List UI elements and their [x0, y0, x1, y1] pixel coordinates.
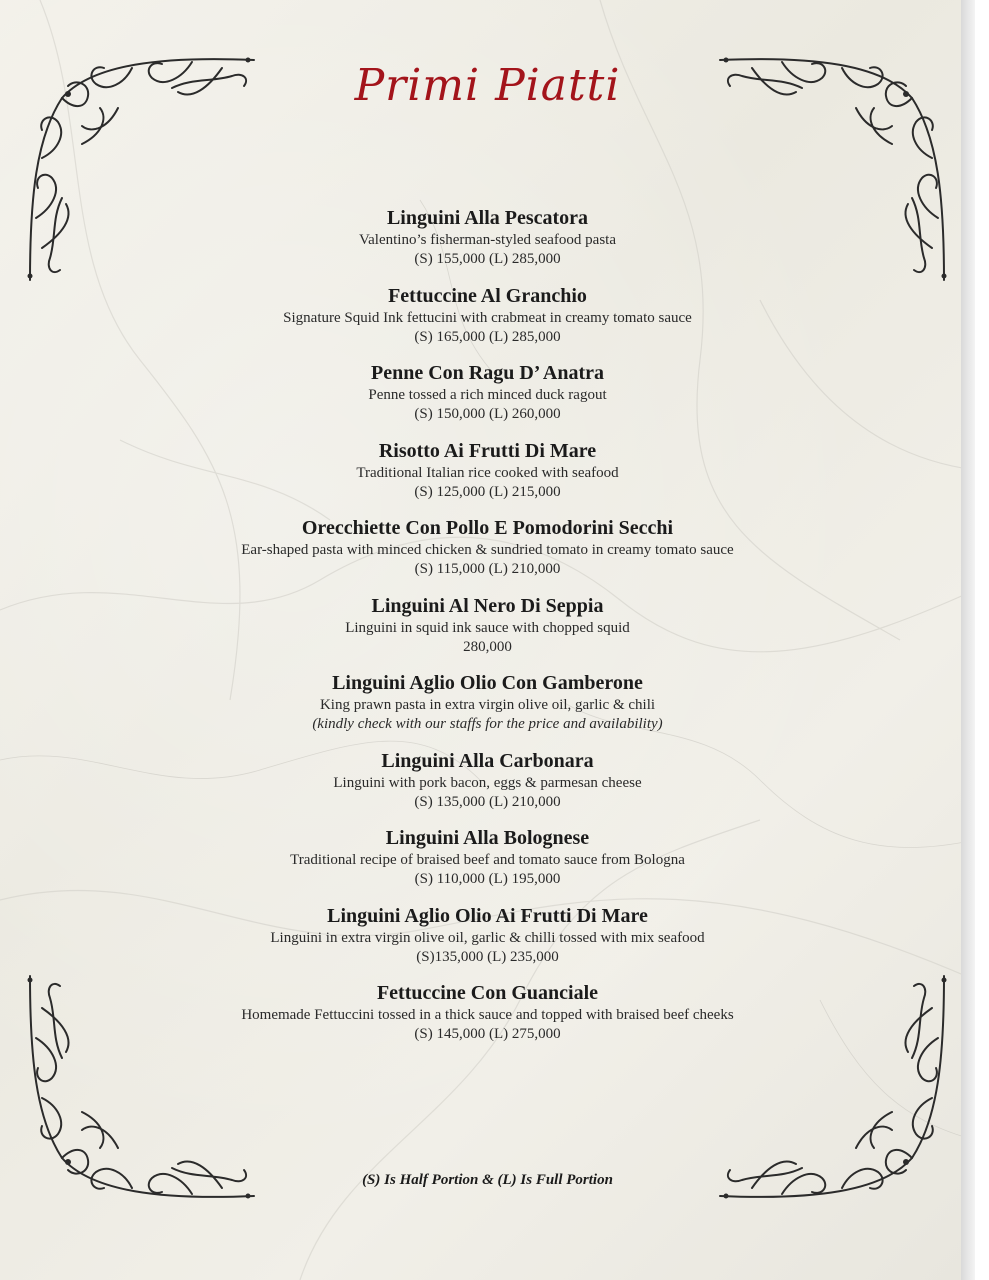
menu-item-description: Linguini in squid ink sauce with chopped squid: [345, 619, 630, 636]
menu-item-description: Traditional recipe of braised beef and tomato sauce from Bologna: [290, 852, 685, 868]
menu-item-name: Linguini Alla Carbonara: [381, 749, 594, 772]
menu-item-price: (S)135,000 (L) 235,000: [416, 948, 559, 965]
menu-item-description: Linguini with pork bacon, eggs & parmesan cheese: [333, 774, 642, 791]
menu-item: [0, 825, 975, 903]
menu-item: [0, 360, 975, 438]
menu-item: [0, 670, 975, 748]
page-title: Primi Piatti: [354, 60, 621, 111]
menu-item-description: Homemade Fettuccini tossed in a thick sauce and topped with braised beef cheeks: [241, 1007, 734, 1023]
menu-item-name: Penne Con Ragu D’ Anatra: [371, 362, 604, 384]
menu-item: [0, 593, 975, 671]
menu-item: [0, 438, 975, 516]
menu-item: [0, 205, 975, 283]
menu-list: [0, 205, 975, 1058]
menu-item-description: Traditional Italian rice cooked with seafood: [356, 464, 619, 481]
menu-item-name: Fettuccine Al Granchio: [388, 284, 587, 307]
menu-item-price: (S) 110,000 (L) 195,000: [414, 871, 561, 887]
menu-item-name: Fettuccine Con Guanciale: [376, 982, 599, 1004]
menu-item: [0, 283, 975, 361]
menu-item-description: Valentino’s fisherman-styled seafood pasta: [358, 232, 616, 248]
menu-item-description: Linguini in extra virgin olive oil, garlic & chilli tossed with mix seafood: [270, 929, 705, 946]
menu-item-description: Signature Squid Ink fettucini with crabmeat in creamy tomato sauce: [283, 309, 692, 326]
menu-item-description: Ear-shaped pasta with minced chicken & sundried tomato in creamy tomato sauce: [241, 542, 734, 558]
menu-item-name: Linguini Al Nero Di Seppia: [371, 594, 604, 617]
menu-item-name: Orecchiette Con Pollo E Pomodorini Secchi: [301, 517, 674, 539]
menu-item-name: Linguini Aglio Olio Ai Frutti Di Mare: [327, 904, 648, 927]
menu-item: [0, 980, 975, 1058]
menu-item-description: Penne tossed a rich minced duck ragout: [368, 387, 607, 403]
portion-footnote: (S) Is Half Portion & (L) Is Full Portion: [362, 1172, 613, 1188]
menu-item-price: (S) 135,000 (L) 210,000: [414, 793, 561, 810]
menu-item-name: Linguini Aglio Olio Con Gamberone: [332, 672, 643, 694]
menu-item-price-note: (kindly check with our staffs for the price and availability): [312, 716, 663, 732]
menu-item-price: (S) 155,000 (L) 285,000: [414, 251, 561, 267]
menu-item: [0, 748, 975, 826]
menu-item-name: Linguini Alla Pescatora: [386, 207, 589, 229]
menu-item-price: 280,000: [463, 638, 512, 655]
menu-item-price: (S) 125,000 (L) 215,000: [414, 483, 561, 500]
menu-item: [0, 515, 975, 593]
menu-item-name: Linguini Alla Bolognese: [385, 827, 590, 849]
menu-item-price: (S) 150,000 (L) 260,000: [414, 406, 561, 422]
menu-item-name: Risotto Ai Frutti Di Mare: [378, 439, 597, 462]
menu-item-price: (S) 165,000 (L) 285,000: [414, 328, 561, 345]
menu-item-price: (S) 145,000 (L) 275,000: [414, 1026, 561, 1042]
menu-item-description: King prawn pasta in extra virgin olive oil, garlic & chili: [319, 697, 656, 713]
menu-item-price: (S) 115,000 (L) 210,000: [414, 561, 561, 577]
menu-item: [0, 903, 975, 981]
